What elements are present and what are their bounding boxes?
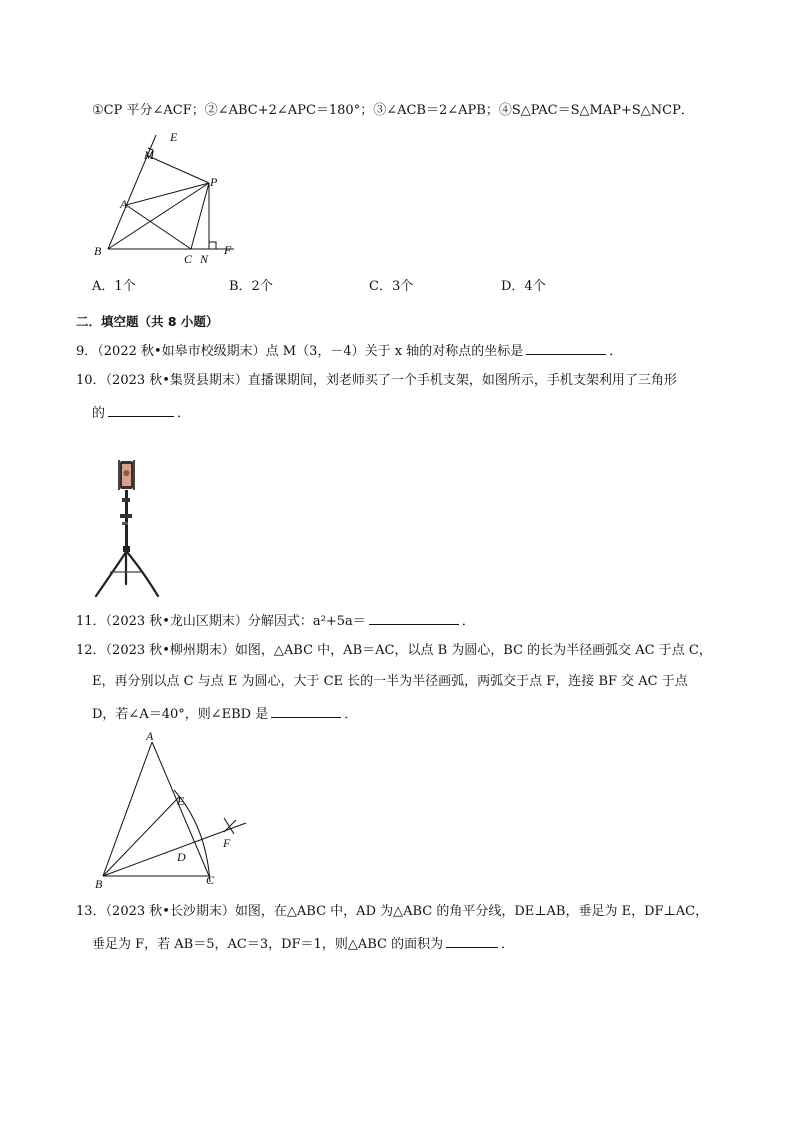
label-C: C	[206, 873, 215, 887]
label-B: B	[95, 877, 103, 891]
label-F: F	[223, 836, 231, 850]
q10-end: ．	[177, 406, 191, 421]
q13-line2	[92, 935, 514, 953]
label-E: E	[177, 794, 185, 808]
q12-line1: 12．（2023 秋•柳州期末）如图，△ABC 中，AB＝AC，以点 B 为圆心，BC 的长为半径画弧交 AC 于点 C，	[76, 643, 712, 658]
section-fill-in-blanks: 二．填空题（共 8 小题）	[76, 314, 219, 329]
q13-text: 垂足为 F，若 AB＝5，AC＝3，DF＝1，则△ABC 的面积为	[92, 937, 444, 952]
label-E: E	[170, 130, 178, 144]
q8-conditions: ①CP 平分∠ACF；②∠ABC+2∠APC＝180°；③∠ACB＝2∠APB；④S△PAC＝S△MAP+S△NCP．	[92, 103, 694, 118]
label-F: F	[224, 243, 232, 257]
q12-figure	[88, 726, 253, 894]
line-AC	[126, 205, 191, 249]
q12-answer-blank[interactable]	[271, 705, 341, 718]
tripod-leg-right	[127, 552, 158, 596]
line-AP	[126, 183, 209, 205]
q9-end: ．	[609, 344, 623, 359]
phone-clamp-right	[133, 460, 135, 490]
q12-end: ．	[344, 707, 358, 722]
q11-text: 11．（2023 秋•龙山区期末）分解因式：a²+5a＝	[76, 614, 366, 629]
q12-line3	[92, 705, 357, 723]
q10-line1: 10．（2023 秋•集贤县期末）直播课期间，刘老师买了一个手机支架，如图所示，手机支架利用了三角形	[76, 373, 677, 388]
q13-end: ．	[501, 937, 515, 952]
q9-text: 9．（2022 秋•如皋市校级期末）点 M（3，－4）关于 x 轴的对称点的坐标是	[76, 344, 524, 359]
label-M: M	[144, 148, 154, 162]
q11-answer-blank[interactable]	[369, 612, 459, 625]
q8-option-b[interactable]: B．2个	[229, 279, 273, 294]
q13-line1: 13．（2023 秋•长沙期末）如图，在△ABC 中，AD 为△ABC 的角平分线，DE⊥AB，垂足为 E，DF⊥AC，	[76, 904, 709, 919]
label-A: A	[146, 729, 154, 743]
arc-F1	[224, 818, 234, 834]
line-MP	[146, 155, 209, 183]
label-D: D	[177, 850, 186, 864]
label-P: P	[210, 175, 218, 189]
label-C: C	[184, 252, 193, 266]
q10-line2	[92, 404, 190, 422]
q8-figure	[88, 128, 248, 268]
q8-option-c[interactable]: C．3个	[369, 279, 414, 294]
q8-option-a[interactable]: A．1个	[92, 279, 136, 294]
q10-answer-blank[interactable]	[108, 404, 174, 417]
q8-option-d[interactable]: D．4个	[501, 279, 546, 294]
label-B: B	[94, 244, 102, 258]
phone-tripod-figure	[92, 458, 172, 600]
q13-answer-blank[interactable]	[446, 935, 498, 948]
q9-line	[76, 342, 622, 360]
label-A: A	[120, 197, 128, 211]
q10-text: 的	[92, 406, 106, 421]
q12-text: D，若∠A＝40°，则∠EBD 是	[92, 707, 269, 722]
tripod-leg-left	[96, 552, 126, 596]
right-angle-N	[209, 242, 216, 249]
label-N: N	[200, 252, 209, 266]
phone-clamp-left	[118, 460, 120, 490]
q11-line	[76, 612, 475, 630]
q11-end: ．	[461, 614, 475, 629]
line-BE	[103, 797, 179, 876]
line-AB	[103, 742, 152, 876]
q9-answer-blank[interactable]	[526, 342, 606, 355]
q12-line2: E，再分别以点 C 与点 E 为圆心，大于 CE 长的一半为半径画弧，两弧交于点 F，连接 BF 交 AC 于点	[92, 674, 688, 689]
